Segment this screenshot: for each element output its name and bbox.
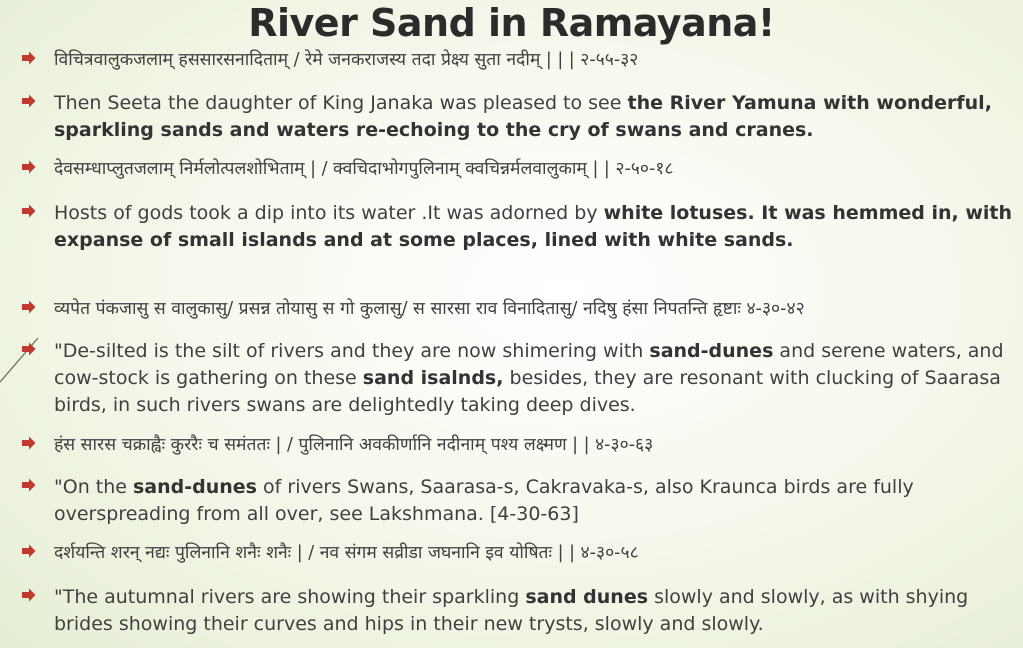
text-span: slowly and slowly, as with shying brides showing their curves and hips in their new trysts, slowly and slowly. (54, 586, 969, 635)
item-text: व्यपेत पंकजासु स वालुकासु/ प्रसन्न तोयासु स गो कुलासु/ स सारसा राव विनादितासु/ नदिषु हंसा निपतन्ति हृष्टाः ४-३०-४२ (54, 299, 805, 319)
arrow-bullet-icon (22, 436, 36, 450)
arrow-bullet-icon (22, 94, 36, 108)
item-text: हंस सारस चक्राह्वैः कुररैः च समंततः | / पुलिनानि अवकीर्णानि नदीनाम् पश्य लक्ष्मण | | ४-३०-६३ (54, 435, 654, 455)
emphasized-text: sand isalnds, (362, 367, 504, 389)
item-text: विचित्रवालुकजलाम् हससारसनादिताम् / रेमे जनकराजस्य तदा प्रेक्ष्य सुता नदीम् | | | २-५५-३२ (54, 50, 639, 70)
item-text (54, 338, 1018, 419)
emphasized-text: sand-dunes (133, 476, 257, 498)
text-span: of rivers Swans, Saarasa-s, Cakravaka-s, also Kraunca birds are fully overspreading from all over, see Lakshmana. [4-30-63] (54, 476, 914, 525)
arrow-bullet-icon (22, 51, 36, 65)
text-span: "On the (54, 476, 133, 498)
english-translation (22, 90, 1018, 144)
sanskrit-verse (22, 156, 1018, 183)
emphasized-text: sand-dunes (649, 340, 774, 362)
sanskrit-verse (22, 47, 1018, 74)
emphasized-text: the River Yamuna with wonderful, sparkling sands and waters re-echoing to the cry of swans and cranes. (54, 92, 992, 141)
item-text (54, 474, 1018, 528)
english-translation (22, 338, 1018, 419)
sanskrit-verse (22, 432, 1018, 459)
english-translation (22, 584, 1018, 638)
arrow-bullet-icon (22, 478, 36, 492)
text-span: besides, they are resonant with clucking of Saarasa birds, in such rivers swans are delightedly taking deep dives. (54, 367, 1001, 416)
item-text: देवसम्धाप्लुतजलाम् निर्मलोत्पलशोभिताम् | / क्वचिदाभोगपुलिनाम् क्वचिन्नर्मलवालुकाम् | | २-५०-१८ (54, 159, 674, 179)
english-translation (22, 200, 1018, 254)
text-span: and serene waters, and cow-stock is gathering on these (54, 340, 1004, 389)
sanskrit-verse (22, 296, 1018, 323)
arrow-bullet-icon (22, 160, 36, 174)
emphasized-text: white lotuses. It was hemmed in, with expanse of small islands and at some places, lined with white sands. (54, 202, 1013, 251)
arrow-bullet-icon (22, 204, 36, 218)
emphasized-text: sand dunes (525, 586, 649, 608)
item-text (54, 90, 1018, 144)
sanskrit-verse (22, 540, 1018, 567)
item-text (54, 584, 1018, 638)
item-text (54, 200, 1018, 254)
text-span: "The autumnal rivers are showing their sparkling (54, 586, 526, 608)
arrow-bullet-icon (22, 300, 36, 314)
text-span: "De-silted is the silt of rivers and they are now shimering with (54, 340, 650, 362)
text-span: Hosts of gods took a dip into its water .It was adorned by (54, 202, 604, 224)
item-text: दर्शयन्ति शरन् नद्यः पुलिनानि शनैः शनैः | / नव संगम सव्रीडा जघनानि इव योषितः | | ४-३०-५८ (54, 543, 639, 563)
arrow-bullet-icon (22, 342, 36, 356)
arrow-bullet-icon (22, 544, 36, 558)
english-translation (22, 474, 1018, 528)
text-span: Then Seeta the daughter of King Janaka was pleased to see (54, 92, 628, 114)
arrow-bullet-icon (22, 588, 36, 602)
page-title: River Sand in Ramayana! (248, 1, 775, 45)
